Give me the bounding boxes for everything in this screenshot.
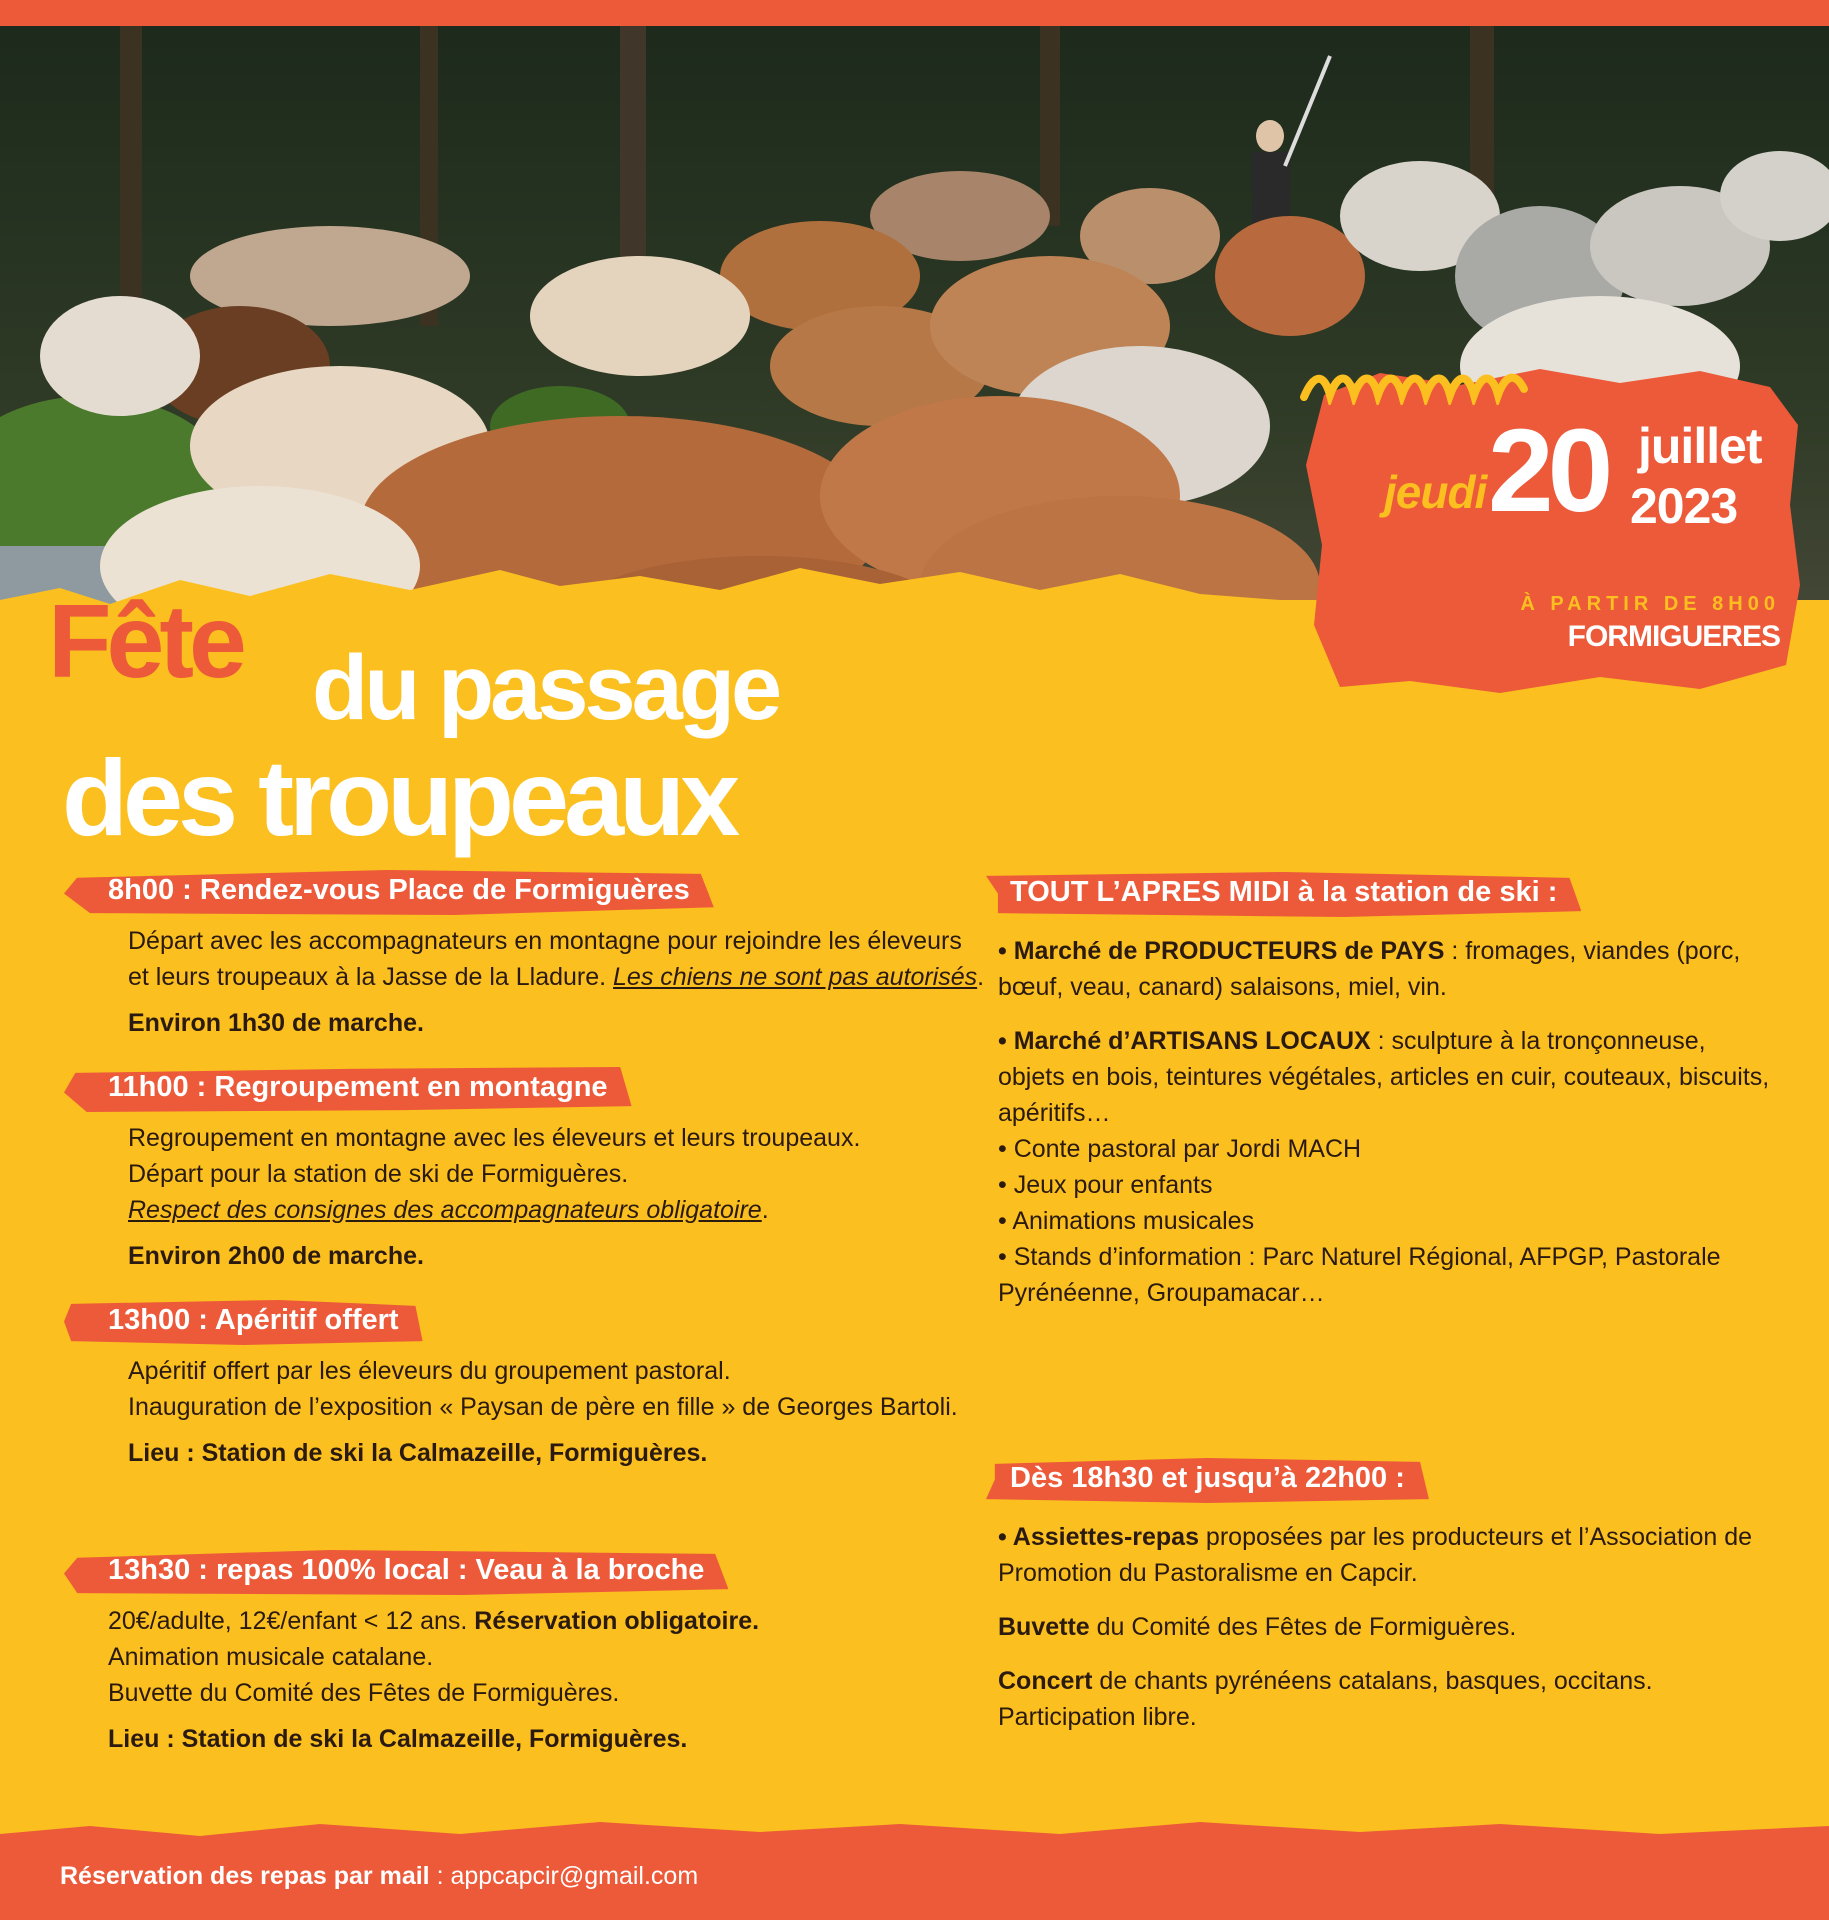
footer-reservation: Réservation des repas par mail : appcapcir@gmail.com [60,1862,699,1890]
section-body: • Assiettes-repas proposées par les producteurs et l’Association de Promotion du Pastoralisme en Capcir. Buvette du Comité des Fêtes de Formiguères. Concert de chants pyrénéens catalans, basques, occitans. Participation libre. [998,1523,1753,1731]
year-label: 2023 [1630,478,1738,534]
section-heading: TOUT L’APRES MIDI à la station de ski : [986,870,1581,919]
wave-icon [1300,365,1530,405]
section-regroupement [64,1065,1028,1274]
date-block [1300,365,1800,695]
footer-label: Réservation des repas par mail [60,1862,430,1890]
title-line-1: du passage [312,637,779,739]
title-line-2: des troupeaux [62,737,736,858]
event-location: FORMIGUERES [1567,620,1780,653]
section-heading: 8h00 : Rendez-vous Place de Formiguères [64,868,714,917]
start-time: À PARTIR DE 8H00 [1520,593,1780,615]
section-body: Départ avec les accompagnateurs en montagne pour rejoindre les éleveurs et leurs troupeaux à la Jasse de la Lladure. Les chiens ne sont pas autorisés. Environ 1h30 de marche. [128,927,985,1037]
section-soiree [986,1456,1798,1735]
section-heading: 13h00 : Apéritif offert [64,1298,423,1347]
section-body: Regroupement en montagne avec les éleveurs et leurs troupeaux. Départ pour la station de ski de Formiguères. Respect des consignes des accompagnateurs obligatoire. Environ 2h00 de marche. [128,1124,861,1270]
month-label: juillet [1638,418,1762,474]
section-body: 20€/adulte, 12€/enfant < 12 ans. Réservation obligatoire. Animation musicale catalane. Buvette du Comité des Fêtes de Formiguères. Lieu : Station de ski la Calmazeille, Formiguères. [108,1607,760,1753]
section-rendezvous [64,868,1028,1041]
section-body: • Marché de PRODUCTEURS de PAYS : fromages, viandes (porc, bœuf, veau, canard) salaisons, miel, vin. • Marché d’ARTISANS LOCAUX : sculpture à la tronçonneuse, objets en bois, teintures végétales, articles en cuir, couteaux, biscuits, apéritifs… • Conte pastoral par Jordi MACH • Jeux pour enfants • Animations musicales • Stands d’information : Parc Naturel Régional, AFPGP, Pastorale Pyrénéenne, Groupamacar… [998,937,1770,1307]
section-heading: 11h00 : Regroupement en montagne [64,1065,632,1114]
day-number: 20 [1488,405,1608,537]
section-heading: 13h30 : repas 100% local : Veau à la broche [64,1548,728,1597]
section-heading: Dès 18h30 et jusqu’à 22h00 : [986,1456,1429,1505]
section-apres-midi [986,870,1798,1311]
section-repas [64,1548,1008,1757]
title-word-fete: Fête [48,584,242,700]
section-body: Apéritif offert par les éleveurs du groupement pastoral. Inauguration de l’exposition « Paysan de père en fille » de Georges Bartoli. Lieu : Station de ski la Calmazeille, Formiguères. [128,1357,958,1467]
weekday-label: jeudi [1384,466,1487,518]
footer-email-link[interactable]: appcapcir@gmail.com [450,1862,699,1890]
section-aperitif [64,1298,1028,1471]
